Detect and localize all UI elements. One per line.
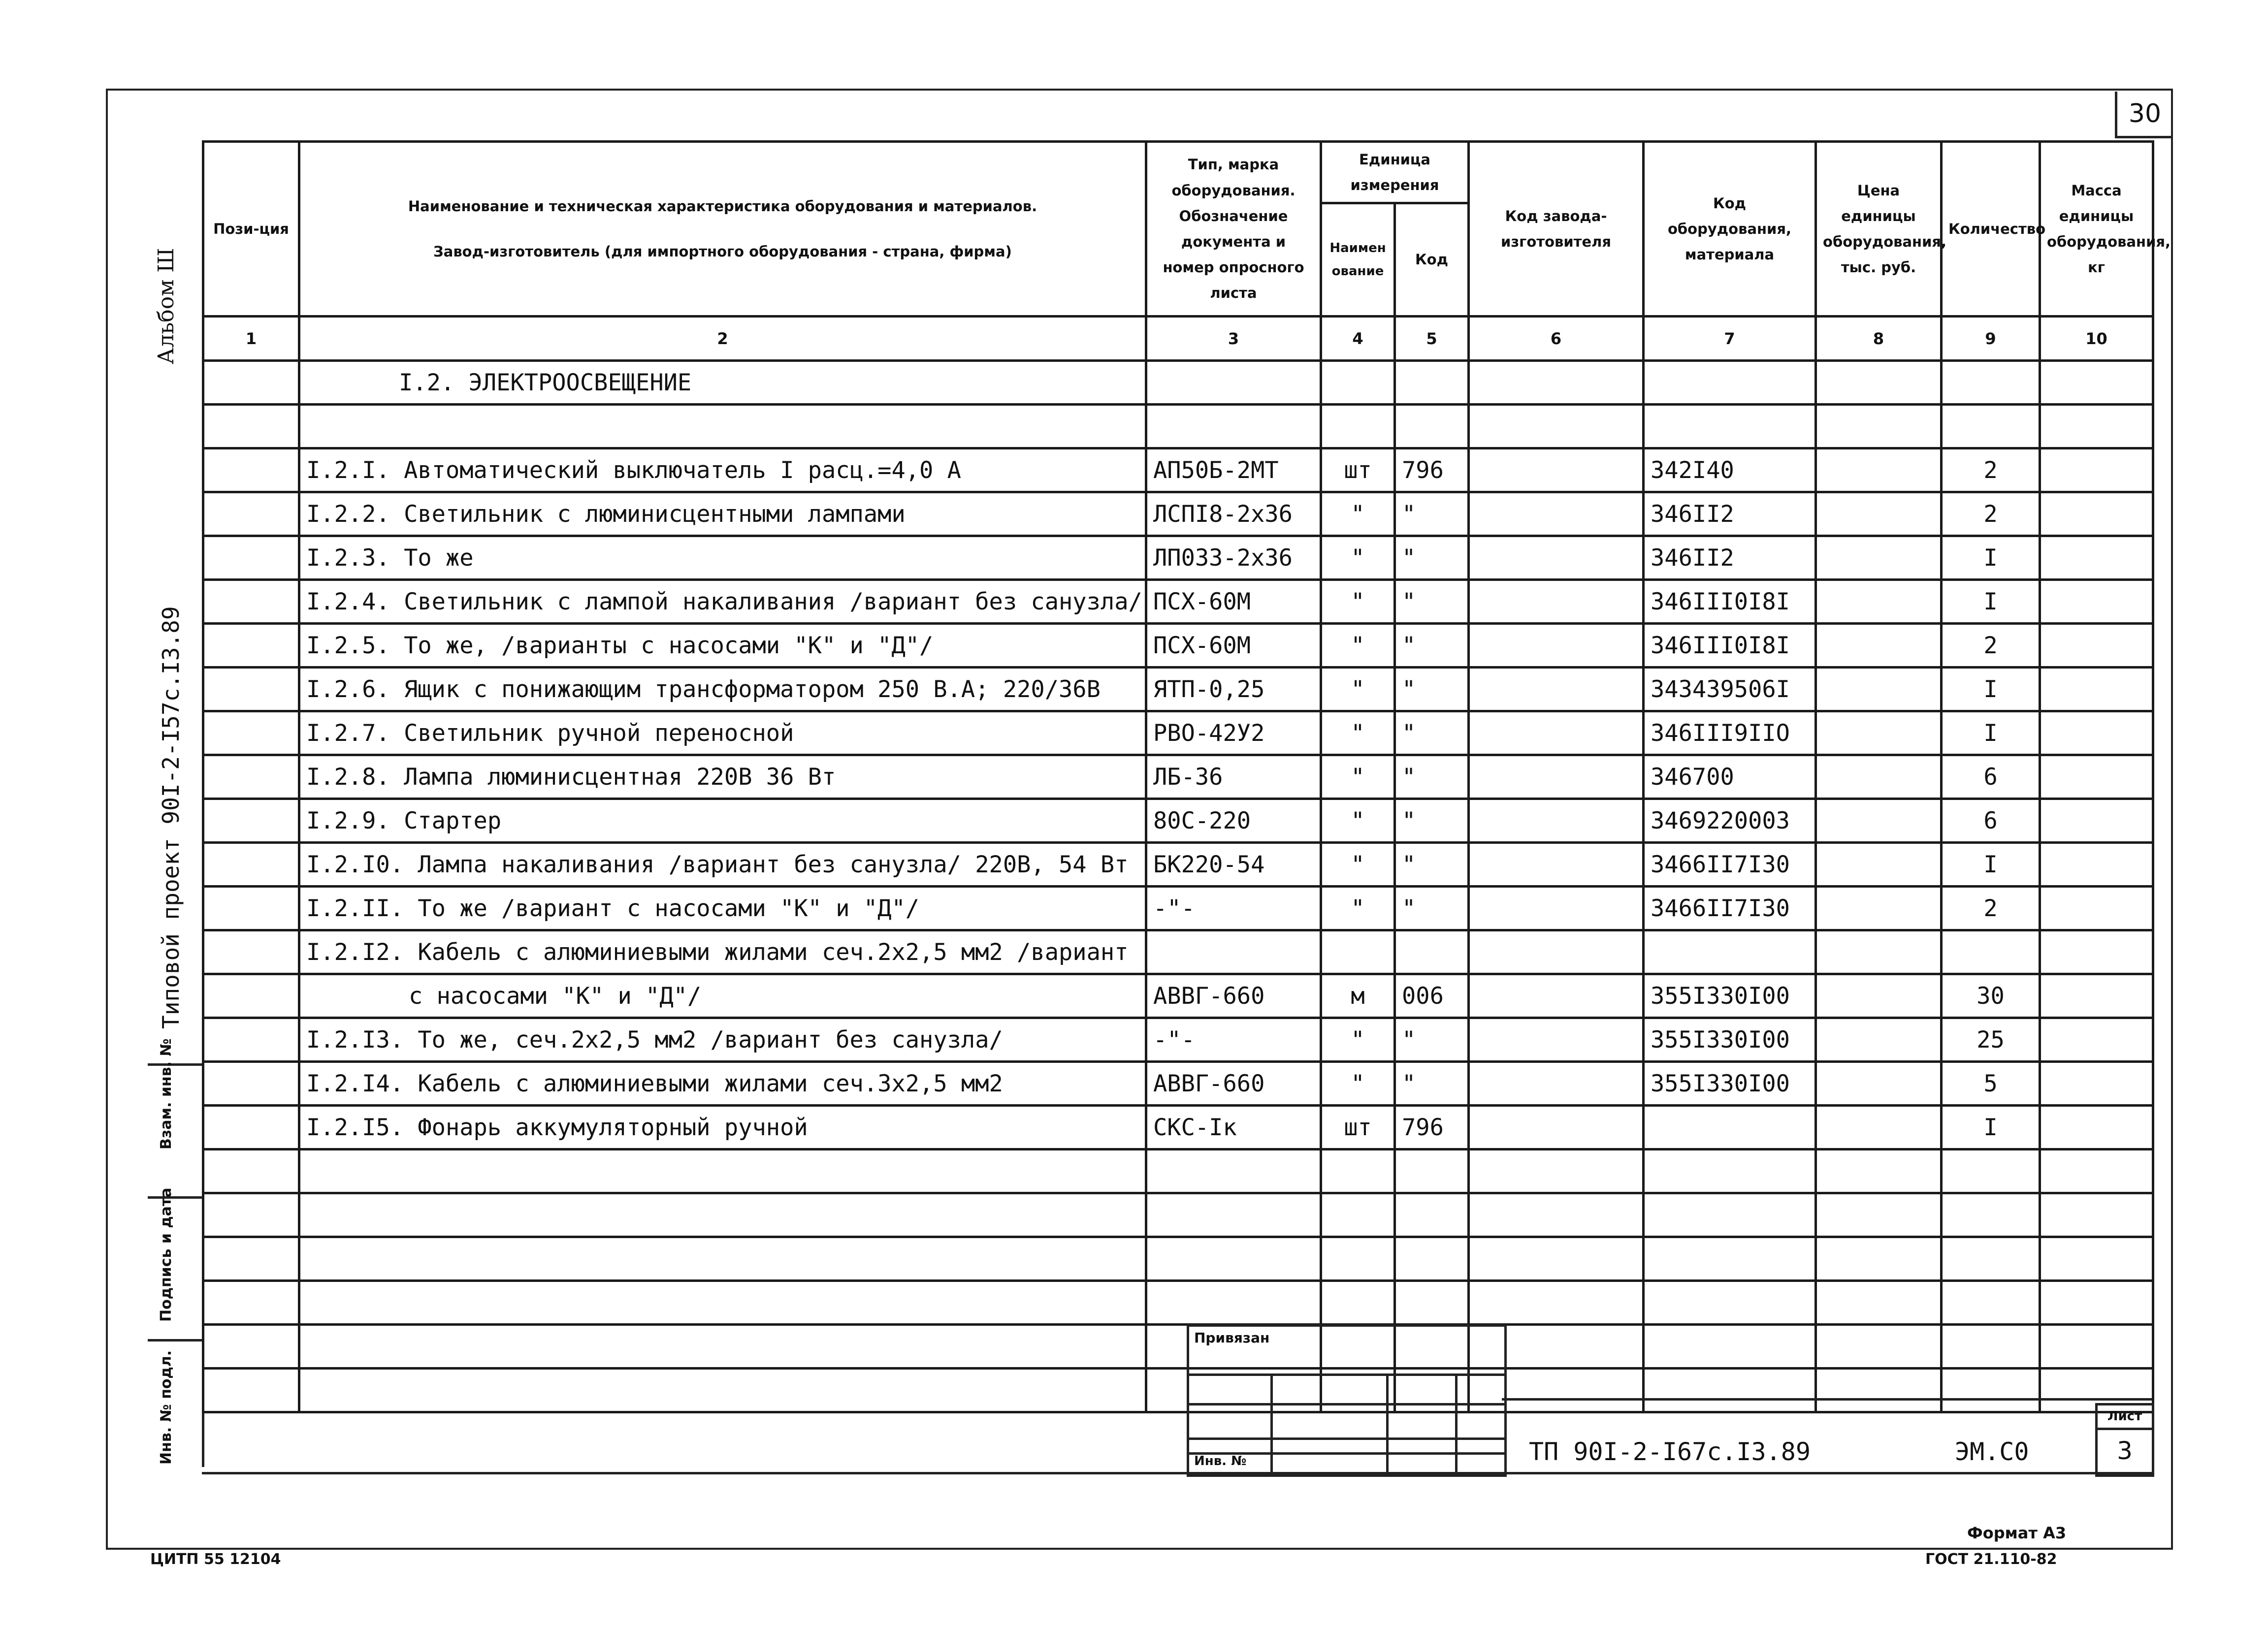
standard-label: ГОСТ 21.110-82 bbox=[1925, 1551, 2057, 1568]
table-row bbox=[203, 1106, 2153, 1149]
price-cell bbox=[1816, 1062, 1942, 1106]
unit-name-cell: шт bbox=[1321, 448, 1395, 492]
position-cell bbox=[203, 755, 299, 799]
factory-code-cell bbox=[1469, 492, 1644, 536]
table-row bbox=[203, 448, 2153, 492]
unit-name-cell bbox=[1321, 930, 1395, 974]
material-code-cell: 3466II7I30 bbox=[1644, 843, 1816, 887]
header-unit-code: Код bbox=[1395, 203, 1469, 317]
position-cell bbox=[203, 1062, 299, 1106]
factory-code-cell bbox=[1469, 930, 1644, 974]
item-type-cell: АВВГ-660 bbox=[1146, 974, 1321, 1018]
title-block-line bbox=[202, 1472, 2152, 1474]
sheet-number: 3 bbox=[2117, 1436, 2133, 1465]
side-stamp-strip bbox=[148, 1038, 204, 1467]
item-type-cell: СКС-Iк bbox=[1146, 1106, 1321, 1149]
page-number: 30 bbox=[2115, 92, 2172, 138]
material-code-cell: 346II2 bbox=[1644, 492, 1816, 536]
position-cell bbox=[203, 448, 299, 492]
material-code-cell: 343439506I bbox=[1644, 668, 1816, 711]
price-cell bbox=[1816, 930, 1942, 974]
factory-code-cell bbox=[1469, 580, 1644, 624]
unit-code-cell: " bbox=[1395, 755, 1469, 799]
mass-cell bbox=[2040, 974, 2153, 1018]
unit-code-cell: " bbox=[1395, 843, 1469, 887]
factory-code-cell bbox=[1469, 887, 1644, 930]
table-row bbox=[203, 492, 2153, 536]
quantity-cell: 6 bbox=[1942, 755, 2040, 799]
price-cell bbox=[1816, 755, 1942, 799]
mass-cell bbox=[2040, 580, 2153, 624]
header-factory-code: Код завода-изготовителя bbox=[1469, 142, 1644, 317]
position-cell bbox=[203, 536, 299, 580]
price-cell bbox=[1816, 799, 1942, 843]
price-cell bbox=[1816, 711, 1942, 755]
bound-label: Привязан bbox=[1194, 1330, 1270, 1346]
item-type-cell: РВО-42У2 bbox=[1146, 711, 1321, 755]
unit-code-cell: " bbox=[1395, 668, 1469, 711]
position-cell bbox=[203, 668, 299, 711]
unit-code-cell: " bbox=[1395, 887, 1469, 930]
header-position: Пози-ция bbox=[203, 142, 299, 317]
mass-cell bbox=[2040, 668, 2153, 711]
empty-row bbox=[203, 1237, 2153, 1281]
item-name-cell: I.2.I0. Лампа накаливания /вариант без санузла/ 220В, 54 Вт bbox=[299, 843, 1146, 887]
price-cell bbox=[1816, 492, 1942, 536]
album-label: Альбом Ш bbox=[154, 248, 179, 364]
item-type-cell: ПСХ-60М bbox=[1146, 580, 1321, 624]
table-row bbox=[203, 887, 2153, 930]
position-cell bbox=[203, 799, 299, 843]
material-code-cell: 346III0I8I bbox=[1644, 624, 1816, 668]
table-row bbox=[203, 843, 2153, 887]
mass-cell bbox=[2040, 843, 2153, 887]
unit-code-cell: " bbox=[1395, 799, 1469, 843]
item-name-cell: I.2.I5. Фонарь аккумуляторный ручной bbox=[299, 1106, 1146, 1149]
mass-cell bbox=[2040, 1062, 2153, 1106]
factory-code-cell bbox=[1469, 1018, 1644, 1062]
item-type-cell: АП50Б-2МТ bbox=[1146, 448, 1321, 492]
item-type-cell: -"- bbox=[1146, 1018, 1321, 1062]
price-cell bbox=[1816, 1018, 1942, 1062]
table-row bbox=[203, 930, 2153, 974]
material-code-cell: 346II2 bbox=[1644, 536, 1816, 580]
empty-row bbox=[203, 1281, 2153, 1325]
quantity-cell: I bbox=[1942, 711, 2040, 755]
unit-name-cell: " bbox=[1321, 843, 1395, 887]
unit-name-cell: " bbox=[1321, 492, 1395, 536]
factory-code-cell bbox=[1469, 448, 1644, 492]
unit-name-cell: " bbox=[1321, 1062, 1395, 1106]
section-title-row bbox=[203, 361, 2153, 405]
item-name-cell: I.2.I2. Кабель с алюминиевыми жилами сеч.2х2,5 мм2 /вариант bbox=[299, 930, 1146, 974]
factory-code-cell bbox=[1469, 1062, 1644, 1106]
position-cell bbox=[203, 930, 299, 974]
unit-code-cell: " bbox=[1395, 580, 1469, 624]
table-row bbox=[203, 1062, 2153, 1106]
item-name-cell: I.2.6. Ящик с понижающим трансформатором 250 В.А; 220/36В bbox=[299, 668, 1146, 711]
quantity-cell: 2 bbox=[1942, 887, 2040, 930]
inv-label: Инв. № bbox=[1194, 1454, 1247, 1468]
mass-cell bbox=[2040, 492, 2153, 536]
item-type-cell: ЯТП-0,25 bbox=[1146, 668, 1321, 711]
unit-code-cell: " bbox=[1395, 624, 1469, 668]
table-header-row bbox=[203, 142, 2153, 203]
unit-name-cell: шт bbox=[1321, 1106, 1395, 1149]
position-cell bbox=[203, 492, 299, 536]
factory-code-cell bbox=[1469, 974, 1644, 1018]
quantity-cell: 6 bbox=[1942, 799, 2040, 843]
material-code-cell: 342I40 bbox=[1644, 448, 1816, 492]
position-cell bbox=[203, 843, 299, 887]
material-code-cell: 355I330I00 bbox=[1644, 1018, 1816, 1062]
project-label: Типовой проект 90I-2-I57с.I3.89 bbox=[158, 606, 184, 1029]
table-row bbox=[203, 799, 2153, 843]
mass-cell bbox=[2040, 624, 2153, 668]
document-code: ТП 90I-2-I67с.I3.89 bbox=[1529, 1437, 1811, 1466]
column-number-row: 1 2 3 4 5 6 7 8 9 10 bbox=[203, 317, 2153, 361]
item-name-cell: I.2.8. Лампа люминисцентная 220В 36 Вт bbox=[299, 755, 1146, 799]
item-type-cell: ЛП033-2х36 bbox=[1146, 536, 1321, 580]
specification-table bbox=[202, 140, 2171, 1413]
unit-name-cell: " bbox=[1321, 536, 1395, 580]
header-price: Цена единицы оборудования, тыс. руб. bbox=[1816, 142, 1942, 317]
unit-name-cell: " bbox=[1321, 668, 1395, 711]
quantity-cell: I bbox=[1942, 668, 2040, 711]
material-code-cell: 3466II7I30 bbox=[1644, 887, 1816, 930]
material-code-cell: 3469220003 bbox=[1644, 799, 1816, 843]
unit-code-cell: 006 bbox=[1395, 974, 1469, 1018]
factory-code-cell bbox=[1469, 755, 1644, 799]
unit-name-cell: " bbox=[1321, 755, 1395, 799]
position-cell bbox=[203, 624, 299, 668]
item-name-cell: I.2.5. То же, /варианты с насосами "К" и "Д"/ bbox=[299, 624, 1146, 668]
stamp-cell-vzam: Взам. инв. № bbox=[148, 1063, 202, 1154]
unit-name-cell: " bbox=[1321, 1018, 1395, 1062]
price-cell bbox=[1816, 624, 1942, 668]
table-row bbox=[203, 1018, 2153, 1062]
price-cell bbox=[1816, 887, 1942, 930]
material-code-cell: 346III0I8I bbox=[1644, 580, 1816, 624]
unit-code-cell bbox=[1395, 930, 1469, 974]
quantity-cell: 2 bbox=[1942, 492, 2040, 536]
quantity-cell: I bbox=[1942, 1106, 2040, 1149]
table-row bbox=[203, 624, 2153, 668]
position-cell bbox=[203, 974, 299, 1018]
item-type-cell: ЛСПI8-2х36 bbox=[1146, 492, 1321, 536]
stamp-cell-sign: Подпись и дата bbox=[148, 1196, 202, 1327]
price-cell bbox=[1816, 668, 1942, 711]
header-quantity: Количество bbox=[1942, 142, 2040, 317]
unit-code-cell: " bbox=[1395, 1062, 1469, 1106]
factory-code-cell bbox=[1469, 1106, 1644, 1149]
quantity-cell: 5 bbox=[1942, 1062, 2040, 1106]
format-label: Формат А3 bbox=[1967, 1524, 2067, 1542]
table-row bbox=[203, 668, 2153, 711]
quantity-cell: 2 bbox=[1942, 448, 2040, 492]
unit-name-cell: " bbox=[1321, 624, 1395, 668]
unit-code-cell: " bbox=[1395, 1018, 1469, 1062]
factory-code-cell bbox=[1469, 711, 1644, 755]
unit-code-cell: 796 bbox=[1395, 1106, 1469, 1149]
table-row bbox=[203, 580, 2153, 624]
item-name-cell: I.2.7. Светильник ручной переносной bbox=[299, 711, 1146, 755]
item-name-cell: I.2.II. То же /вариант с насосами "К" и "Д"/ bbox=[299, 887, 1146, 930]
item-type-cell: -"- bbox=[1146, 887, 1321, 930]
position-cell bbox=[203, 711, 299, 755]
item-type-cell: ПСХ-60М bbox=[1146, 624, 1321, 668]
mass-cell bbox=[2040, 799, 2153, 843]
header-unit-name: Наименование bbox=[1321, 203, 1395, 317]
position-cell bbox=[203, 1018, 299, 1062]
item-type-cell bbox=[1146, 930, 1321, 974]
position-cell bbox=[203, 887, 299, 930]
quantity-cell: 30 bbox=[1942, 974, 2040, 1018]
price-cell bbox=[1816, 1106, 1942, 1149]
mass-cell bbox=[2040, 711, 2153, 755]
item-name-cell: I.2.I. Автоматический выключатель I расц.=4,0 А bbox=[299, 448, 1146, 492]
table-row bbox=[203, 711, 2153, 755]
empty-row bbox=[203, 1369, 2153, 1412]
price-cell bbox=[1816, 580, 1942, 624]
mass-cell bbox=[2040, 887, 2153, 930]
table-row bbox=[203, 755, 2153, 799]
section-title: I.2. ЭЛЕКТРООСВЕЩЕНИЕ bbox=[299, 361, 1146, 405]
item-name-cell: I.2.9. Стартер bbox=[299, 799, 1146, 843]
mass-cell bbox=[2040, 536, 2153, 580]
quantity-cell: I bbox=[1942, 580, 2040, 624]
item-type-cell: 80С-220 bbox=[1146, 799, 1321, 843]
document-mark: ЭМ.С0 bbox=[1955, 1437, 2029, 1466]
header-unit-group: Единица измерения bbox=[1321, 142, 1469, 203]
price-cell bbox=[1816, 974, 1942, 1018]
mass-cell bbox=[2040, 448, 2153, 492]
unit-code-cell: " bbox=[1395, 536, 1469, 580]
item-name-cell: I.2.I3. То же, сеч.2х2,5 мм2 /вариант без санузла/ bbox=[299, 1018, 1146, 1062]
mass-cell bbox=[2040, 755, 2153, 799]
item-type-cell: АВВГ-660 bbox=[1146, 1062, 1321, 1106]
item-name-cell: I.2.2. Светильник с люминисцентными лампами bbox=[299, 492, 1146, 536]
sheet-number-box bbox=[2095, 1403, 2154, 1477]
material-code-cell: 346III9IIO bbox=[1644, 711, 1816, 755]
table-row bbox=[203, 974, 2153, 1018]
unit-name-cell: м bbox=[1321, 974, 1395, 1018]
item-name-cell: I.2.3. То же bbox=[299, 536, 1146, 580]
unit-name-cell: " bbox=[1321, 887, 1395, 930]
header-material-code: Код оборудования, материала bbox=[1644, 142, 1816, 317]
header-mass: Масса единицы оборудования, кг bbox=[2040, 142, 2153, 317]
unit-name-cell: " bbox=[1321, 799, 1395, 843]
position-cell bbox=[203, 1106, 299, 1149]
empty-row bbox=[203, 1193, 2153, 1237]
unit-code-cell: 796 bbox=[1395, 448, 1469, 492]
footer-code: ЦИТП 55 12104 bbox=[150, 1551, 281, 1568]
material-code-cell bbox=[1644, 1106, 1816, 1149]
price-cell bbox=[1816, 448, 1942, 492]
item-type-cell: ЛБ-36 bbox=[1146, 755, 1321, 799]
material-code-cell: 355I330I00 bbox=[1644, 1062, 1816, 1106]
position-cell bbox=[203, 580, 299, 624]
factory-code-cell bbox=[1469, 624, 1644, 668]
table-row bbox=[203, 536, 2153, 580]
quantity-cell bbox=[1942, 930, 2040, 974]
empty-row bbox=[203, 1149, 2153, 1193]
material-code-cell: 355I330I00 bbox=[1644, 974, 1816, 1018]
price-cell bbox=[1816, 843, 1942, 887]
quantity-cell: I bbox=[1942, 536, 2040, 580]
stamp-cell-inv: Инв. № подл. bbox=[148, 1339, 202, 1469]
material-code-cell: 346700 bbox=[1644, 755, 1816, 799]
quantity-cell: 2 bbox=[1942, 624, 2040, 668]
unit-code-cell: " bbox=[1395, 492, 1469, 536]
material-code-cell bbox=[1644, 930, 1816, 974]
header-type: Тип, марка оборудования. Обозначение документа и номер опросного листа bbox=[1146, 142, 1321, 317]
binding-stamp bbox=[1187, 1324, 1507, 1477]
header-name: Наименование и техническая характеристика оборудования и материалов. Завод-изготовитель (для импортного оборудования - страна, фирма) bbox=[299, 142, 1146, 317]
unit-name-cell: " bbox=[1321, 580, 1395, 624]
factory-code-cell bbox=[1469, 799, 1644, 843]
item-type-cell: БК220-54 bbox=[1146, 843, 1321, 887]
mass-cell bbox=[2040, 1018, 2153, 1062]
unit-code-cell: " bbox=[1395, 711, 1469, 755]
factory-code-cell bbox=[1469, 843, 1644, 887]
item-name-cell: I.2.4. Светильник с лампой накаливания /вариант без санузла/ bbox=[299, 580, 1146, 624]
mass-cell bbox=[2040, 930, 2153, 974]
unit-name-cell: " bbox=[1321, 711, 1395, 755]
sheet-label: Лист bbox=[2098, 1405, 2152, 1430]
quantity-cell: I bbox=[1942, 843, 2040, 887]
empty-row bbox=[203, 1325, 2153, 1369]
item-name-cell: с насосами "К" и "Д"/ bbox=[299, 974, 1146, 1018]
factory-code-cell bbox=[1469, 536, 1644, 580]
price-cell bbox=[1816, 536, 1942, 580]
item-name-cell: I.2.I4. Кабель с алюминиевыми жилами сеч.3х2,5 мм2 bbox=[299, 1062, 1146, 1106]
quantity-cell: 25 bbox=[1942, 1018, 2040, 1062]
factory-code-cell bbox=[1469, 668, 1644, 711]
mass-cell bbox=[2040, 1106, 2153, 1149]
